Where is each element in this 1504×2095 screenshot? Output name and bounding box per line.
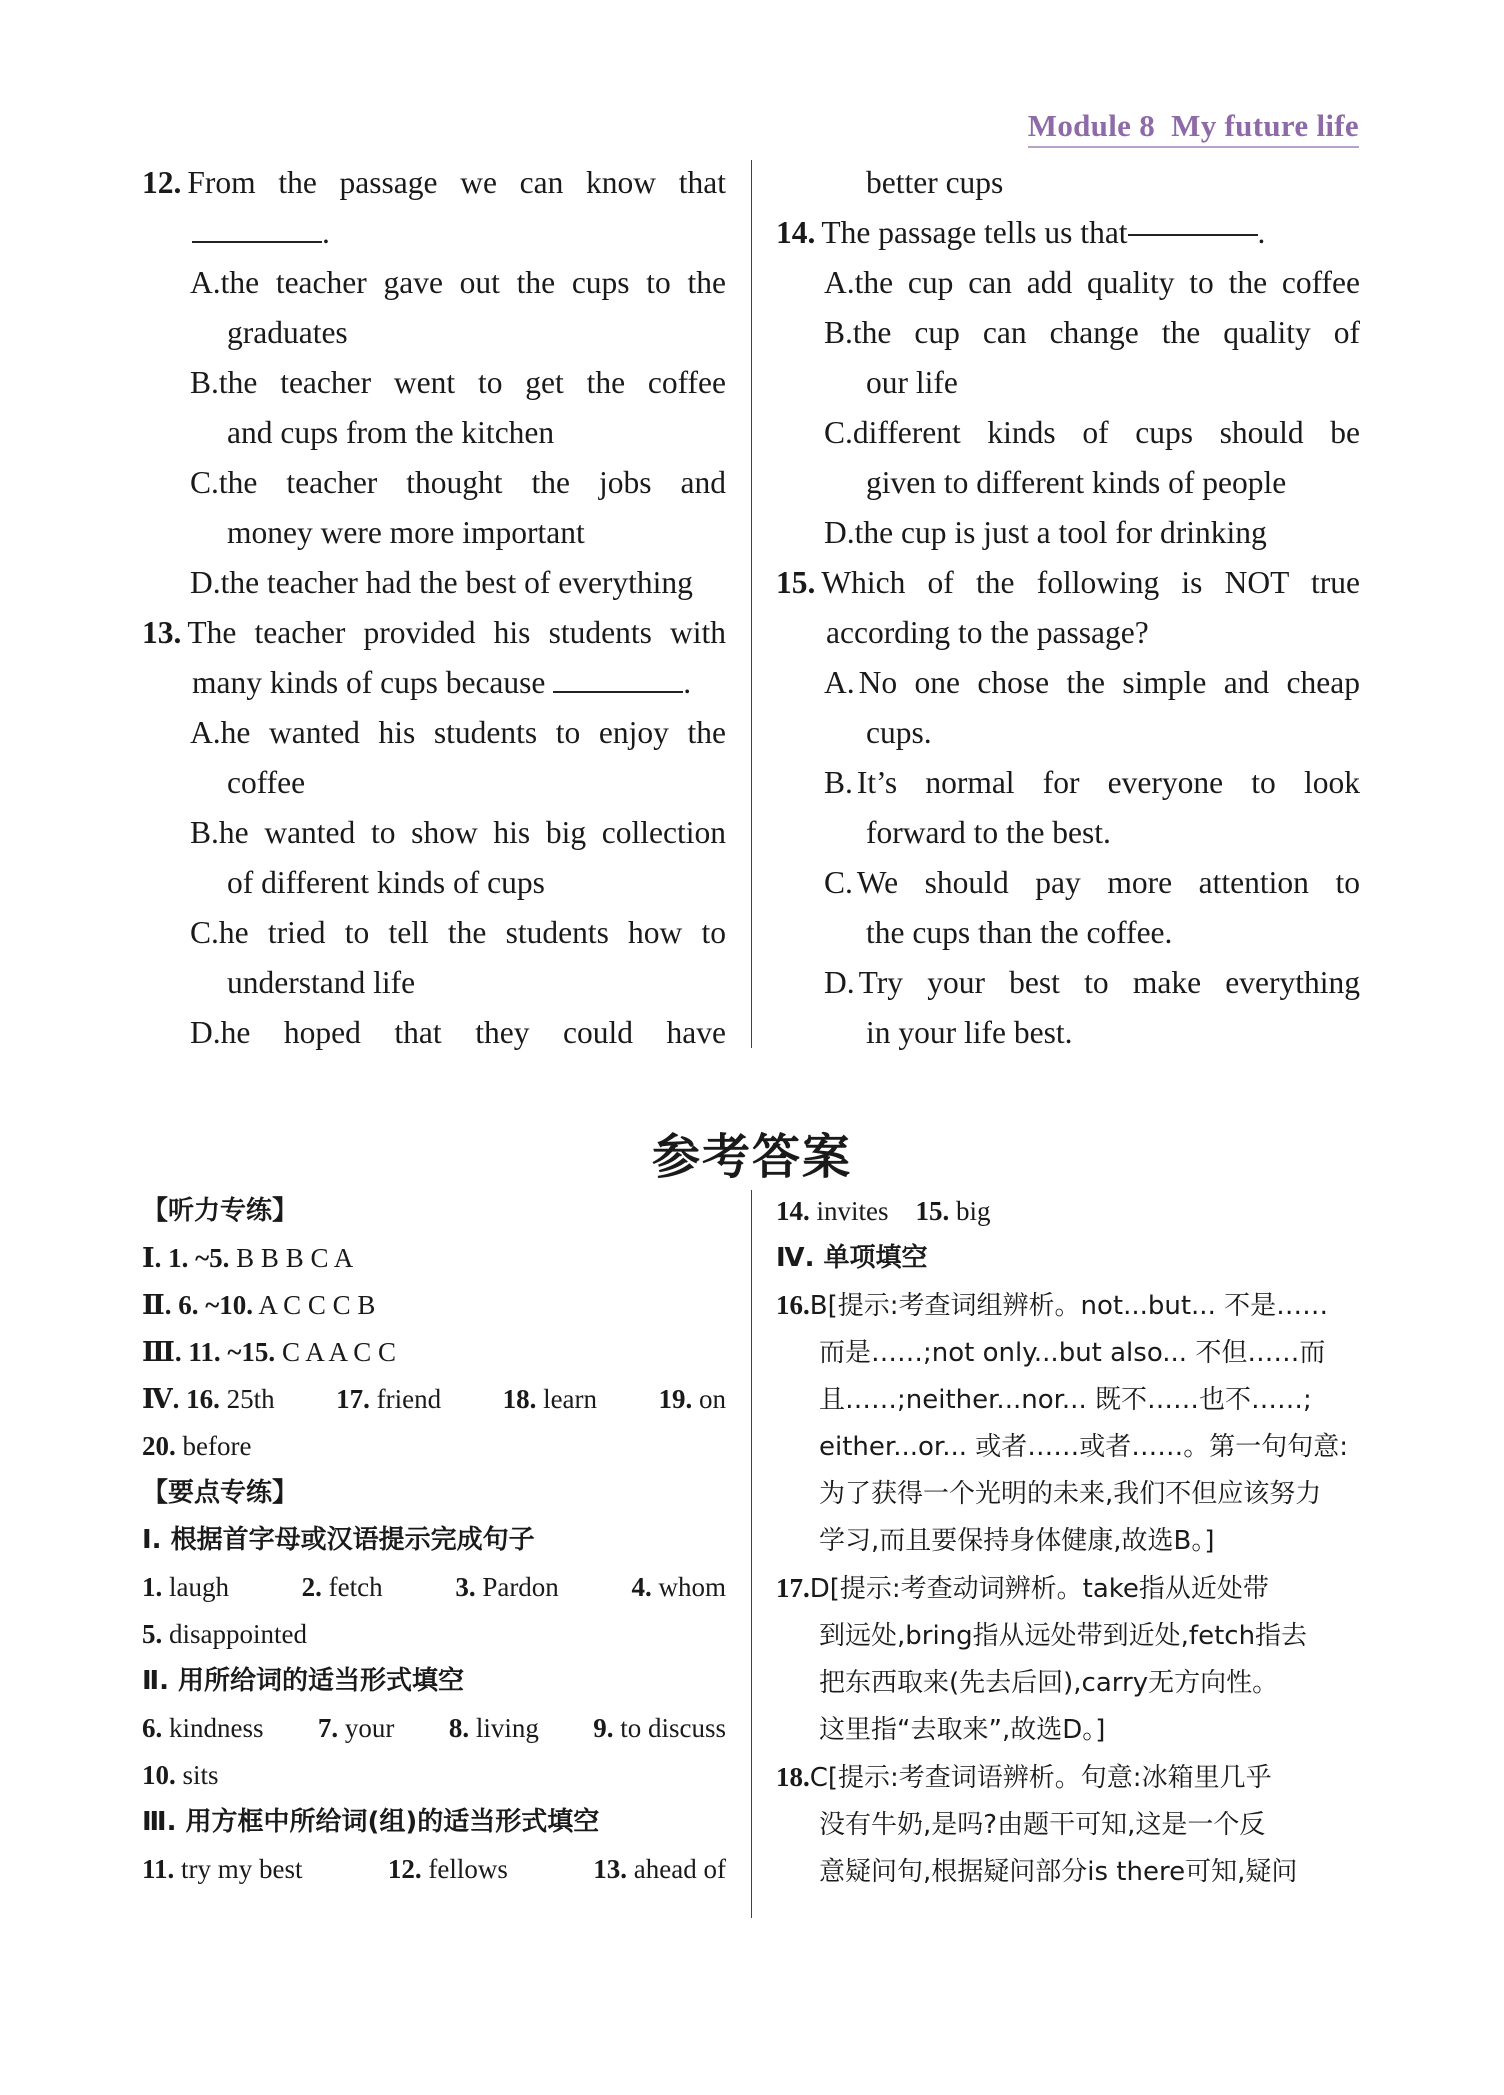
answer-item (142, 1376, 275, 1423)
answer-line (142, 1235, 726, 1282)
answer-line (142, 1705, 726, 1752)
option-text: No one chose the simple and cheap (858, 665, 1360, 700)
explanation-line: 学习,而且要保持身体健康,故选B。] (819, 1526, 1215, 1556)
answer-number: 4. (631, 1572, 652, 1602)
option-text-cont: graduates (227, 315, 348, 350)
option-text-cont: money were more important (227, 515, 585, 550)
answer-number: 13. (593, 1854, 628, 1884)
answer-text: your (344, 1713, 395, 1743)
answer-item (318, 1705, 395, 1752)
column-divider (751, 160, 752, 1048)
answer-number: 19. (658, 1384, 693, 1414)
answer-number: 12. (387, 1854, 422, 1884)
answer-number: Ⅰ. 1. ~5. (142, 1243, 230, 1273)
answer-item (449, 1705, 539, 1752)
answer-line (142, 1282, 726, 1329)
answer-item (142, 1846, 303, 1893)
question-stem: Which of the following is NOT true (821, 565, 1360, 600)
answer-line (142, 1564, 726, 1611)
section-title: Ⅳ. 单项填空 (776, 1243, 928, 1273)
page-header (1028, 108, 1359, 148)
answer-text: Pardon (482, 1572, 559, 1602)
answers-right-column (776, 1188, 1360, 1896)
option-text-cont: cups. (866, 715, 932, 750)
option-text: different kinds of cups should be (852, 415, 1360, 450)
answer-number: 5. (142, 1619, 163, 1649)
answer-item (142, 1705, 264, 1752)
answer-text: C A A C C (281, 1337, 397, 1367)
question-stem: From the passage we can know that (187, 165, 726, 200)
answer-text: laugh (169, 1572, 229, 1602)
answer-text: learn (543, 1384, 598, 1414)
answer-number: Ⅱ. 6. ~10. (142, 1290, 254, 1320)
option-text: the teacher gave out the cups to the (220, 265, 726, 300)
answer-text: on (699, 1384, 726, 1414)
answer-number: Ⅲ. 11. ~15. (142, 1337, 276, 1367)
question-14: 14. The passage tells us that . A. the cup can add quality to the coffee B. the cup can change the quality of our life C. different kinds of cups should be given to different kinds of people D. the cup is just a tool for drinking (776, 208, 1360, 558)
option-text-cont: of different kinds of cups (227, 865, 545, 900)
answer-item (503, 1376, 597, 1423)
option-label: C. (824, 865, 853, 900)
question-number: 12. (142, 165, 182, 200)
question-13 (142, 608, 726, 1058)
answer-text: ahead of (633, 1854, 726, 1884)
option-label: B. (824, 315, 853, 350)
answer-text: fellows (428, 1854, 508, 1884)
answer-text: to discuss (620, 1713, 726, 1743)
answer-item (659, 1376, 727, 1423)
answer-17 (776, 1565, 1360, 1754)
section-title: Ⅰ. 根据首字母或汉语提示完成句子 (142, 1525, 535, 1555)
option-text-cont: and cups from the kitchen (227, 415, 555, 450)
explanation-line: 没有牛奶,是吗?由题干可知,这是一个反 (819, 1810, 1266, 1840)
answer-number: 17. (336, 1384, 370, 1414)
answer-number: 7. (317, 1713, 339, 1743)
option-text: he hoped that they could have (220, 1015, 726, 1050)
answer-number: 20. (142, 1431, 176, 1461)
answer-item (631, 1564, 726, 1611)
explanation-line: B[提示:考查词组辨析。not...but... 不是…… (809, 1291, 1329, 1321)
answer-number: 8. (448, 1713, 470, 1743)
answer-text: living (475, 1713, 539, 1743)
option-text-cont: understand life (227, 965, 416, 1000)
option-text: he wanted to show his big collection (218, 815, 726, 850)
explanation-line: 这里指“去取来”,故选D。] (819, 1715, 1106, 1745)
question-number: 14. (776, 215, 816, 250)
option-label: C. (190, 915, 219, 950)
explanation-line: 而是……;not only...but also... 不但……而 (819, 1338, 1326, 1368)
module-title: My future life (1171, 108, 1359, 143)
answer-number: 6. (142, 1713, 163, 1743)
answer-16 (776, 1282, 1360, 1565)
option-label: C. (190, 465, 219, 500)
answer-text: kindness (169, 1713, 264, 1743)
option-text-cont: in your life best. (866, 1015, 1073, 1050)
answer-text: invites (816, 1196, 889, 1226)
option-text: the teacher had the best of everything (220, 565, 693, 600)
answer-blank (1128, 208, 1258, 236)
section-title: Ⅲ. 用方框中所给词(组)的适当形式填空 (142, 1807, 600, 1837)
option-label: C. (824, 415, 853, 450)
section-title: 【要点专练】 (142, 1478, 299, 1508)
answer-item (455, 1564, 559, 1611)
answer-line (142, 1329, 726, 1376)
option-label: D. (824, 965, 855, 1000)
answer-item (336, 1376, 441, 1423)
question-stem-cont: according to the passage? (826, 615, 1149, 650)
answer-item (593, 1846, 726, 1893)
questions-right-column (776, 158, 1360, 1058)
answer-line (776, 1188, 1360, 1235)
explanation-line: 到远处,bring指从远处带到近处,fetch指去 (819, 1621, 1308, 1651)
answer-number: 15. (915, 1196, 950, 1226)
answer-text: A C C C B (258, 1290, 376, 1320)
answers-title: 参考答案 (651, 1129, 852, 1185)
option-text-cont: the cups than the coffee. (866, 915, 1173, 950)
option-text: We should pay more attention to (856, 865, 1360, 900)
option-label: D. (190, 565, 221, 600)
question-number: 13. (142, 615, 182, 650)
answer-text: disappointed (169, 1619, 307, 1649)
answer-number: 2. (301, 1572, 322, 1602)
answer-number: 10. (142, 1760, 176, 1790)
answer-number: 11. (142, 1854, 175, 1884)
option-label: B. (824, 765, 853, 800)
answers-left-column (142, 1188, 726, 1893)
answer-text: friend (376, 1384, 442, 1414)
question-stem: The teacher provided his students with (187, 615, 726, 650)
answer-item (142, 1564, 229, 1611)
answer-number: 14. (776, 1196, 810, 1226)
answer-text: before (182, 1431, 252, 1461)
answer-number: 18. (776, 1762, 810, 1792)
answer-line (142, 1376, 726, 1423)
answer-text: try my best (181, 1854, 303, 1884)
option-label: D. (190, 1015, 221, 1050)
answer-text: sits (182, 1760, 219, 1790)
explanation-line: 意疑问句,根据疑问部分is there可知,疑问 (819, 1857, 1298, 1887)
question-stem-cont: many kinds of cups because . (192, 665, 692, 700)
answer-text: whom (658, 1572, 726, 1602)
option-label: B. (190, 365, 219, 400)
option-text-cont: given to different kinds of people (866, 465, 1287, 500)
answer-number: 16. (776, 1290, 810, 1320)
option-text: the cup can add quality to the coffee (854, 265, 1360, 300)
answer-text: 25th (226, 1384, 275, 1414)
option-text: the cup is just a tool for drinking (854, 515, 1267, 550)
option-label: A. (824, 665, 855, 700)
question-stem-text: many kinds of cups because (192, 665, 546, 700)
answer-number: 18. (502, 1384, 537, 1414)
question-15 (776, 558, 1360, 1058)
explanation-line: C[提示:考查词语辨析。句意:冰箱里几乎 (809, 1763, 1272, 1793)
option-label: A. (190, 265, 221, 300)
explanation-line: either...or... 或者……或者……。第一句句意: (819, 1432, 1349, 1462)
explanation-line: 为了获得一个光明的未来,我们不但应该努力 (819, 1479, 1322, 1509)
answer-number: 17. (776, 1573, 810, 1603)
explanation-line: 且……;neither...nor... 既不……也不……; (819, 1385, 1312, 1415)
option-text: the teacher thought the jobs and (218, 465, 726, 500)
answer-line (142, 1423, 726, 1470)
answer-line (142, 1752, 726, 1799)
option-text: Try your best to make everything (858, 965, 1360, 1000)
option-text: the cup can change the quality of (852, 315, 1360, 350)
answer-line (142, 1846, 726, 1893)
option-text: he wanted his students to enjoy the (220, 715, 726, 750)
answer-item (302, 1564, 383, 1611)
option-label: D. (824, 515, 855, 550)
answer-blank-line: . (142, 208, 726, 258)
answer-number: Ⅳ. 16. (142, 1384, 220, 1414)
explanation-line: 把东西取来(先去后回),carry无方向性。 (819, 1668, 1279, 1698)
answer-blank (192, 215, 322, 243)
option-text: he tried to tell the students how to (218, 915, 726, 950)
option-label: B. (190, 815, 219, 850)
question-12 (142, 158, 726, 608)
option-text-cont: better cups (866, 165, 1004, 200)
option-label: A. (824, 265, 855, 300)
option-label: A. (190, 715, 221, 750)
answer-blank (553, 665, 683, 693)
section-title: Ⅱ. 用所给词的适当形式填空 (142, 1666, 465, 1696)
answer-number: 3. (455, 1572, 476, 1602)
option-text-cont: coffee (227, 765, 306, 800)
questions-left-column (142, 158, 726, 1058)
answer-text: B B B C A (236, 1243, 354, 1273)
question-stem: The passage tells us that (821, 215, 1128, 250)
answer-text: big (956, 1196, 991, 1226)
option-text: the teacher went to get the coffee (218, 365, 726, 400)
question-number: 15. (776, 565, 816, 600)
answer-item (388, 1846, 508, 1893)
answer-number: 1. (142, 1572, 163, 1602)
answer-line (142, 1611, 726, 1658)
explanation-line: D[提示:考查动词辨析。take指从近处带 (809, 1574, 1269, 1604)
answer-18 (776, 1754, 1360, 1896)
option-text-cont: our life (866, 365, 958, 400)
answer-item (593, 1705, 726, 1752)
module-number: Module 8 (1027, 108, 1156, 143)
section-title: 【听力专练】 (142, 1196, 299, 1226)
answer-number: 9. (593, 1713, 614, 1743)
option-text: It’s normal for everyone to look (856, 765, 1360, 800)
answer-text: fetch (328, 1572, 383, 1602)
option-text-cont: forward to the best. (866, 815, 1111, 850)
answers-column-divider (751, 1190, 752, 1918)
